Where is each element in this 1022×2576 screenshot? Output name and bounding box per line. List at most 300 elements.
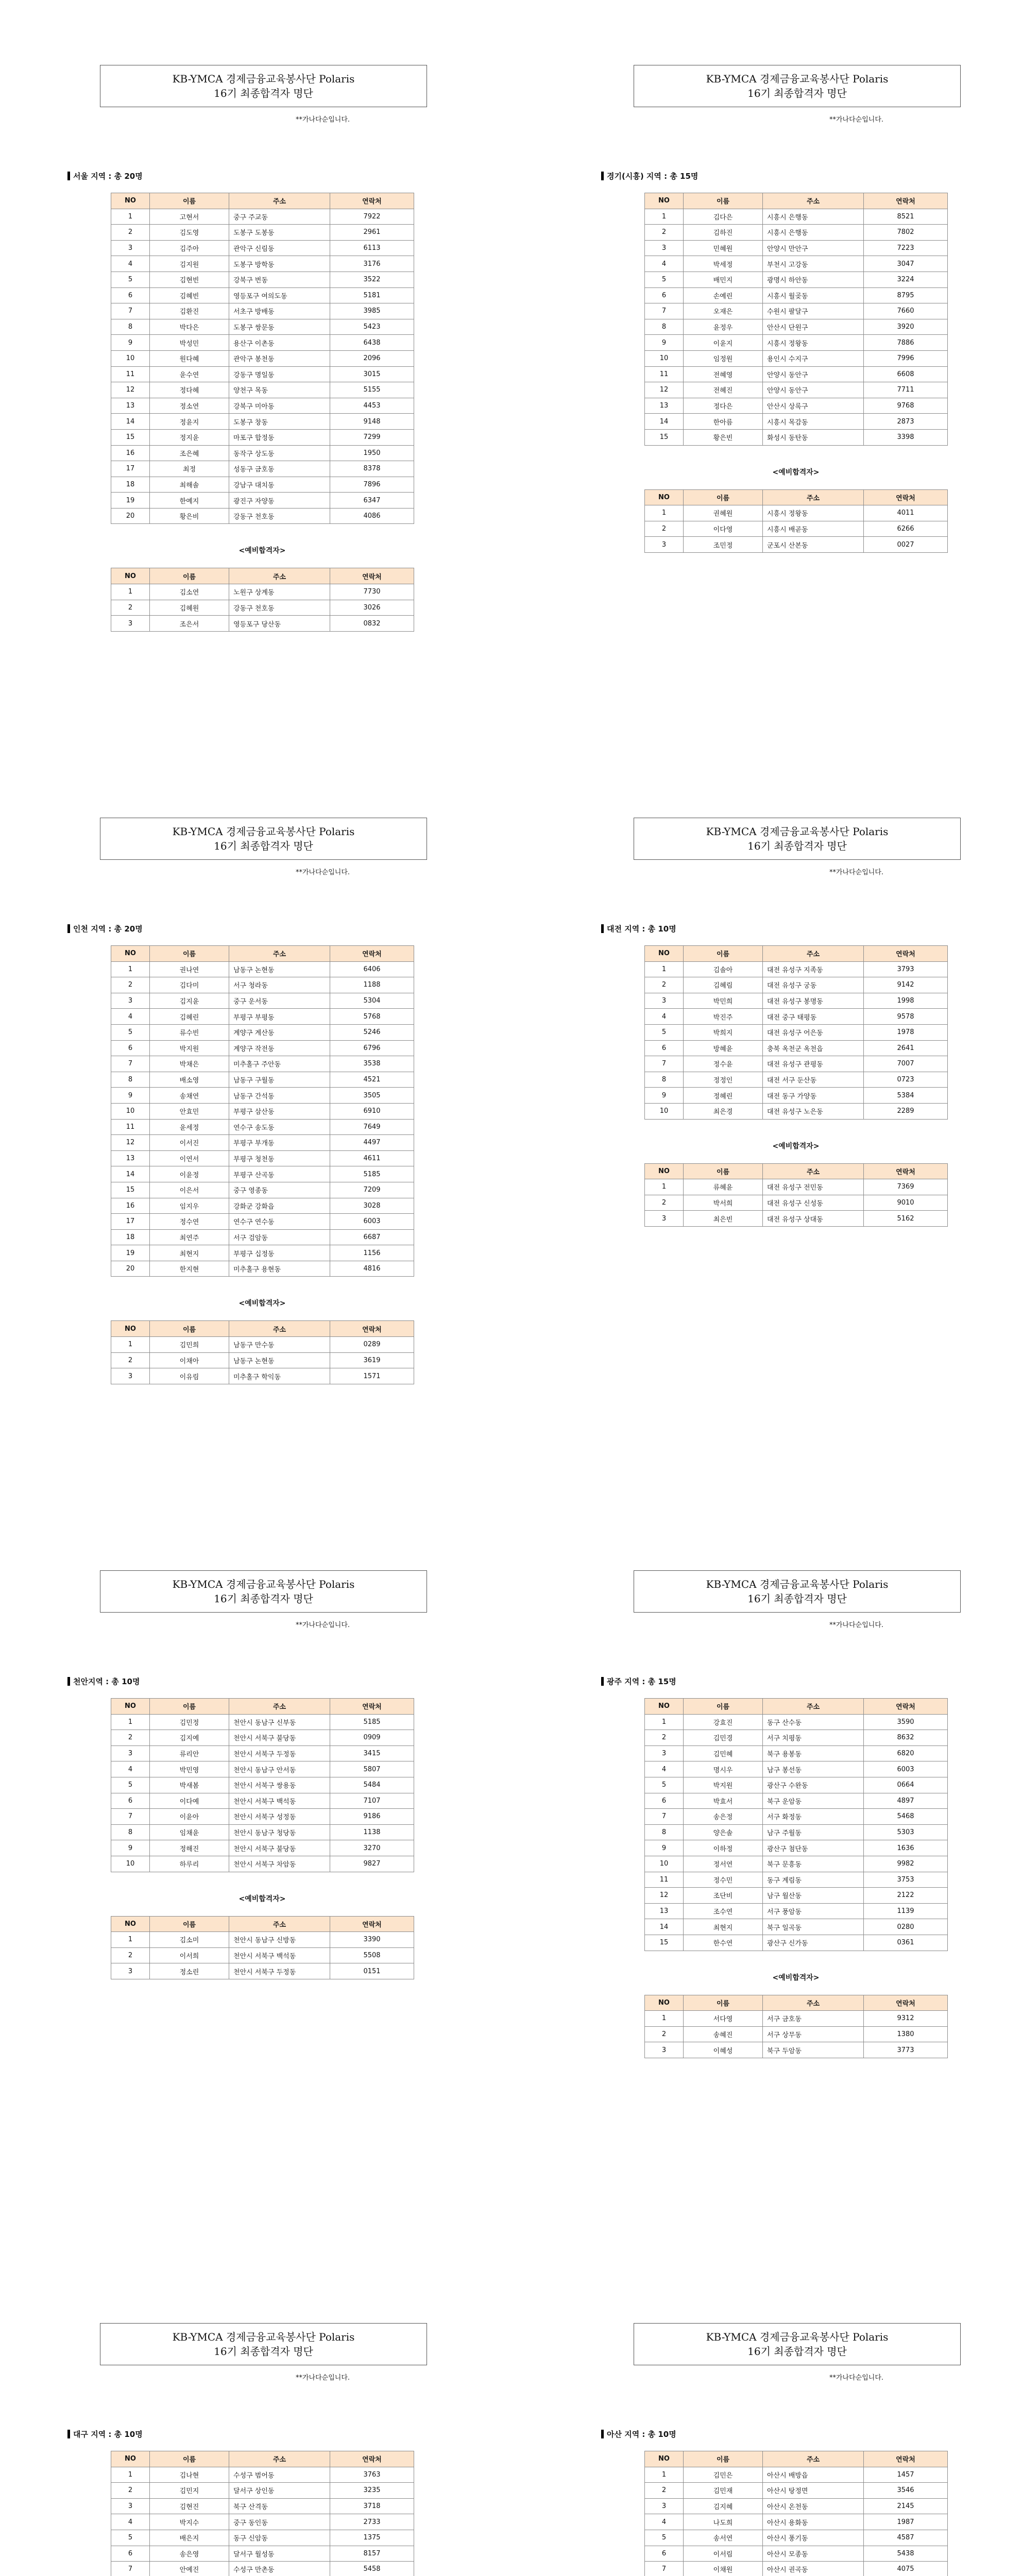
address-cell: 광산구 신가동 xyxy=(763,1935,864,1951)
final-list-table xyxy=(644,1698,948,1951)
address-cell: 아산시 권곡동 xyxy=(763,2562,864,2576)
no-cell: 7 xyxy=(645,1809,684,1825)
phone-cell: 9186 xyxy=(330,1809,414,1825)
no-cell: 1 xyxy=(111,2467,150,2483)
column-header-no: NO xyxy=(645,1699,684,1715)
no-cell: 9 xyxy=(111,335,150,351)
address-cell: 연수구 연수동 xyxy=(229,1214,330,1230)
address-cell: 남구 월산동 xyxy=(763,1888,864,1904)
address-cell: 부평구 부개동 xyxy=(229,1135,330,1151)
no-cell: 3 xyxy=(645,537,684,553)
name-cell: 박성민 xyxy=(150,335,229,351)
name-cell: 나도희 xyxy=(684,2514,763,2530)
address-cell: 남동구 논현동 xyxy=(229,961,330,977)
phone-cell: 3270 xyxy=(330,1840,414,1856)
name-cell: 윤수연 xyxy=(150,366,229,382)
phone-cell: 5304 xyxy=(330,993,414,1009)
column-header-phone: 연락처 xyxy=(864,2451,948,2467)
no-cell: 12 xyxy=(645,1888,684,1904)
column-header-phone: 연락처 xyxy=(330,946,414,962)
header-row xyxy=(111,946,414,962)
table-row xyxy=(111,1245,414,1261)
table-row xyxy=(111,303,414,319)
sort-note: **가나다순입니다. xyxy=(296,116,350,124)
name-cell: 최해솔 xyxy=(150,477,229,493)
column-header-phone: 연락처 xyxy=(330,568,414,584)
table-header xyxy=(645,193,948,209)
address-cell: 아산시 모종동 xyxy=(763,2546,864,2562)
column-header-name: 이름 xyxy=(684,489,763,505)
final-list-table xyxy=(111,193,414,524)
no-cell: 15 xyxy=(645,1935,684,1951)
table-body xyxy=(645,961,948,1119)
no-cell: 5 xyxy=(645,272,684,287)
phone-cell: 1571 xyxy=(330,1368,414,1384)
address-cell: 강동구 명일동 xyxy=(229,366,330,382)
no-cell: 10 xyxy=(645,350,684,366)
address-cell: 광산구 수완동 xyxy=(763,1777,864,1793)
column-header-address: 주소 xyxy=(229,193,330,209)
address-cell: 광진구 자양동 xyxy=(229,493,330,509)
name-cell: 박서희 xyxy=(684,1195,763,1211)
table-row xyxy=(645,2562,948,2576)
name-cell: 박희지 xyxy=(684,1024,763,1040)
region-marker xyxy=(601,1677,604,1686)
no-cell: 15 xyxy=(111,1182,150,1198)
no-cell: 8 xyxy=(111,1072,150,1088)
no-cell: 2 xyxy=(645,977,684,993)
name-cell: 양은솔 xyxy=(684,1824,763,1840)
address-cell: 강화군 강화읍 xyxy=(229,1198,330,1214)
title-line-2: 16기 최종합격자 명단 xyxy=(747,87,847,99)
phone-cell: 8157 xyxy=(330,2546,414,2562)
address-cell: 대전 동구 가양동 xyxy=(763,1088,864,1104)
table-header xyxy=(111,1321,414,1337)
address-cell: 용인시 수지구 xyxy=(763,350,864,366)
phone-cell: 3718 xyxy=(330,2498,414,2514)
name-cell: 박다은 xyxy=(150,319,229,335)
final-list-table xyxy=(644,193,948,446)
name-cell: 박지원 xyxy=(150,1040,229,1056)
phone-cell: 7922 xyxy=(330,209,414,225)
column-header-phone: 연락처 xyxy=(864,1699,948,1715)
column-header-no: NO xyxy=(645,946,684,962)
column-header-name: 이름 xyxy=(684,193,763,209)
name-cell: 정정인 xyxy=(684,1072,763,1088)
name-cell: 이연서 xyxy=(150,1150,229,1166)
reserve-list-table xyxy=(111,1916,414,1979)
name-cell: 김하진 xyxy=(684,225,763,241)
no-cell: 1 xyxy=(645,1714,684,1730)
table-header xyxy=(111,946,414,962)
no-cell: 13 xyxy=(645,398,684,414)
table-row xyxy=(645,303,948,319)
no-cell: 3 xyxy=(645,2042,684,2058)
table-row xyxy=(111,1119,414,1135)
phone-cell: 5303 xyxy=(864,1824,948,1840)
phone-cell: 1188 xyxy=(330,977,414,993)
no-cell: 3 xyxy=(111,1368,150,1384)
name-cell: 송채연 xyxy=(150,1088,229,1104)
address-cell: 안양시 동안구 xyxy=(763,382,864,398)
phone-cell: 7649 xyxy=(330,1119,414,1135)
name-cell: 김지원 xyxy=(150,256,229,272)
result-section xyxy=(111,945,414,1384)
region-label: 인천 지역 : 총 20명 xyxy=(73,924,143,934)
table-row xyxy=(111,256,414,272)
title-box xyxy=(100,65,427,107)
column-header-no: NO xyxy=(645,489,684,505)
table-row xyxy=(645,521,948,537)
title-line-2: 16기 최종합격자 명단 xyxy=(747,2345,847,2358)
table-row xyxy=(645,2026,948,2042)
address-cell: 관악구 봉천동 xyxy=(229,350,330,366)
no-cell: 7 xyxy=(645,2562,684,2576)
no-cell: 1 xyxy=(111,209,150,225)
phone-cell: 8795 xyxy=(864,287,948,303)
table-row xyxy=(645,1919,948,1935)
phone-cell: 5423 xyxy=(330,319,414,335)
name-cell: 이서림 xyxy=(684,2546,763,2562)
column-header-phone: 연락처 xyxy=(864,193,948,209)
no-cell: 13 xyxy=(111,398,150,414)
name-cell: 이서희 xyxy=(150,1947,229,1963)
no-cell: 9 xyxy=(111,1088,150,1104)
no-cell: 7 xyxy=(645,303,684,319)
name-cell: 정소린 xyxy=(150,1963,229,1979)
address-cell: 대전 유성구 궁동 xyxy=(763,977,864,993)
table-body xyxy=(111,209,414,524)
address-cell: 미추홀구 학익동 xyxy=(229,1368,330,1384)
no-cell: 2 xyxy=(645,521,684,537)
name-cell: 한지현 xyxy=(150,1261,229,1277)
table-row xyxy=(645,537,948,553)
name-cell: 김지혜 xyxy=(684,2498,763,2514)
table-body xyxy=(111,1932,414,1979)
no-cell: 10 xyxy=(111,1103,150,1119)
table-row xyxy=(111,287,414,303)
phone-cell: 6266 xyxy=(864,521,948,537)
table-row xyxy=(645,993,948,1009)
address-cell: 강북구 미아동 xyxy=(229,398,330,414)
phone-cell: 7730 xyxy=(330,584,414,600)
table-row xyxy=(645,2530,948,2546)
table-row xyxy=(111,1932,414,1948)
no-cell: 2 xyxy=(111,1352,150,1368)
phone-cell: 2961 xyxy=(330,225,414,241)
phone-cell: 1987 xyxy=(864,2514,948,2530)
title-box xyxy=(100,1570,427,1613)
no-cell: 1 xyxy=(645,2011,684,2027)
no-cell: 7 xyxy=(111,1056,150,1072)
name-cell: 김현빈 xyxy=(150,272,229,287)
name-cell: 권나연 xyxy=(150,961,229,977)
address-cell: 북구 산격동 xyxy=(229,2498,330,2514)
table-row xyxy=(111,2467,414,2483)
sort-note: **가나다순입니다. xyxy=(829,869,884,876)
header-row xyxy=(111,1321,414,1337)
region-marker xyxy=(601,2430,604,2438)
region-marker xyxy=(67,172,70,180)
table-row xyxy=(645,272,948,287)
column-header-address: 주소 xyxy=(229,1321,330,1337)
name-cell: 이은서 xyxy=(150,1182,229,1198)
name-cell: 김민희 xyxy=(150,1337,229,1353)
table-row xyxy=(111,977,414,993)
document-page xyxy=(0,2258,534,2576)
table-header xyxy=(645,946,948,962)
no-cell: 3 xyxy=(111,240,150,256)
name-cell: 한아름 xyxy=(684,414,763,430)
no-cell: 1 xyxy=(645,2467,684,2483)
table-row xyxy=(111,1337,414,1353)
no-cell: 9 xyxy=(645,1088,684,1104)
final-list-table xyxy=(644,2451,948,2576)
phone-cell: 4521 xyxy=(330,1072,414,1088)
table-row xyxy=(111,2483,414,2499)
table-row xyxy=(111,335,414,351)
name-cell: 임채윤 xyxy=(150,1824,229,1840)
region-label: 서울 지역 : 총 20명 xyxy=(73,171,143,181)
no-cell: 5 xyxy=(111,1024,150,1040)
column-header-address: 주소 xyxy=(763,489,864,505)
name-cell: 김소미 xyxy=(150,1932,229,1948)
table-row xyxy=(645,1040,948,1056)
name-cell: 김민은 xyxy=(684,2467,763,2483)
table-row xyxy=(111,1856,414,1872)
table-row xyxy=(645,961,948,977)
column-header-name: 이름 xyxy=(150,2451,229,2467)
table-body xyxy=(111,961,414,1277)
title-line-2: 16기 최종합격자 명단 xyxy=(214,2345,313,2358)
column-header-name: 이름 xyxy=(684,946,763,962)
column-header-phone: 연락처 xyxy=(864,946,948,962)
no-cell: 8 xyxy=(645,1072,684,1088)
phone-cell: 6608 xyxy=(864,366,948,382)
column-header-address: 주소 xyxy=(229,1699,330,1715)
address-cell: 중구 영종동 xyxy=(229,1182,330,1198)
address-cell: 강북구 번동 xyxy=(229,272,330,287)
name-cell: 김혜린 xyxy=(150,1009,229,1025)
column-header-phone: 연락처 xyxy=(864,489,948,505)
phone-cell: 2122 xyxy=(864,1888,948,1904)
table-row xyxy=(645,2467,948,2483)
sort-note: **가나다순입니다. xyxy=(829,116,884,124)
region-heading xyxy=(67,170,143,181)
phone-cell: 5458 xyxy=(330,2562,414,2576)
address-cell: 시흥시 목감동 xyxy=(763,414,864,430)
region-heading xyxy=(67,1675,140,1687)
phone-cell: 3015 xyxy=(330,366,414,382)
phone-cell: 6438 xyxy=(330,335,414,351)
name-cell: 김민정 xyxy=(150,1714,229,1730)
no-cell: 6 xyxy=(645,2546,684,2562)
table-row xyxy=(111,366,414,382)
table-row xyxy=(645,1793,948,1809)
sort-note: **가나다순입니다. xyxy=(296,1621,350,1629)
address-cell: 부평구 산곡동 xyxy=(229,1166,330,1182)
phone-cell: 0909 xyxy=(330,1730,414,1746)
name-cell: 박민희 xyxy=(684,993,763,1009)
name-cell: 윤정우 xyxy=(684,319,763,335)
table-row xyxy=(645,225,948,241)
name-cell: 정혜린 xyxy=(684,1088,763,1104)
no-cell: 3 xyxy=(645,1211,684,1227)
name-cell: 정수윤 xyxy=(684,1056,763,1072)
result-section xyxy=(111,193,414,632)
phone-cell: 4816 xyxy=(330,1261,414,1277)
table-header xyxy=(111,1699,414,1715)
phone-cell: 6113 xyxy=(330,240,414,256)
no-cell: 2 xyxy=(111,977,150,993)
name-cell: 박지원 xyxy=(684,1777,763,1793)
address-cell: 천안시 서북구 성정동 xyxy=(229,1809,330,1825)
reserve-list-table xyxy=(644,489,948,553)
address-cell: 천안시 서북구 백석동 xyxy=(229,1947,330,1963)
name-cell: 임지우 xyxy=(150,1198,229,1214)
column-header-no: NO xyxy=(111,193,150,209)
column-header-no: NO xyxy=(645,1995,684,2011)
table-row xyxy=(645,382,948,398)
document-page xyxy=(534,2258,1022,2576)
phone-cell: 3773 xyxy=(864,2042,948,2058)
name-cell: 손예린 xyxy=(684,287,763,303)
result-section xyxy=(644,2451,947,2576)
address-cell: 수성구 범어동 xyxy=(229,2467,330,2483)
name-cell: 안예진 xyxy=(150,2562,229,2576)
no-cell: 2 xyxy=(645,1195,684,1211)
name-cell: 최정 xyxy=(150,461,229,477)
document-page xyxy=(0,1505,534,2258)
address-cell: 천안시 동남구 신부동 xyxy=(229,1714,330,1730)
phone-cell: 5246 xyxy=(330,1024,414,1040)
phone-cell: 3028 xyxy=(330,1198,414,1214)
title-line-1: KB-YMCA 경제금융교육봉사단 Polaris xyxy=(172,73,355,85)
address-cell: 남구 주월동 xyxy=(763,1824,864,1840)
phone-cell: 7711 xyxy=(864,382,948,398)
no-cell: 3 xyxy=(111,616,150,632)
name-cell: 조은혜 xyxy=(150,445,229,461)
title-line-2: 16기 최종합격자 명단 xyxy=(747,840,847,852)
address-cell: 노원구 상계동 xyxy=(229,584,330,600)
name-cell: 이다예 xyxy=(150,1793,229,1809)
name-cell: 조민정 xyxy=(684,537,763,553)
address-cell: 천안시 서북구 두정동 xyxy=(229,1745,330,1761)
region-marker xyxy=(601,924,604,933)
phone-cell: 9768 xyxy=(864,398,948,414)
table-row xyxy=(645,287,948,303)
column-header-address: 주소 xyxy=(763,193,864,209)
phone-cell: 5807 xyxy=(330,1761,414,1777)
title-box xyxy=(100,2323,427,2365)
no-cell: 5 xyxy=(111,1777,150,1793)
name-cell: 박채은 xyxy=(150,1056,229,1072)
phone-cell: 5468 xyxy=(864,1809,948,1825)
phone-cell: 1457 xyxy=(864,2467,948,2483)
name-cell: 송서연 xyxy=(684,2530,763,2546)
address-cell: 대전 유성구 관평동 xyxy=(763,1056,864,1072)
table-row xyxy=(645,1103,948,1119)
phone-cell: 3047 xyxy=(864,256,948,272)
name-cell: 정지윤 xyxy=(150,429,229,445)
no-cell: 3 xyxy=(111,2498,150,2514)
region-heading xyxy=(601,923,676,934)
phone-cell: 6347 xyxy=(330,493,414,509)
column-header-name: 이름 xyxy=(150,193,229,209)
sort-note: **가나다순입니다. xyxy=(296,869,350,876)
table-row xyxy=(645,1179,948,1195)
title-line-1: KB-YMCA 경제금융교육봉사단 Polaris xyxy=(172,1578,355,1590)
no-cell: 2 xyxy=(111,600,150,616)
phone-cell: 5438 xyxy=(864,2546,948,2562)
no-cell: 14 xyxy=(111,1166,150,1182)
table-row xyxy=(111,477,414,493)
region-label: 대구 지역 : 총 10명 xyxy=(73,2429,143,2439)
header-row xyxy=(645,1699,948,1715)
address-cell: 화성시 동탄동 xyxy=(763,429,864,445)
no-cell: 11 xyxy=(645,1872,684,1888)
phone-cell: 3224 xyxy=(864,272,948,287)
no-cell: 4 xyxy=(645,1009,684,1025)
name-cell: 황은비 xyxy=(150,508,229,524)
column-header-phone: 연락처 xyxy=(864,1163,948,1179)
table-row xyxy=(111,350,414,366)
no-cell: 18 xyxy=(111,477,150,493)
table-row xyxy=(111,1198,414,1214)
column-header-name: 이름 xyxy=(684,2451,763,2467)
table-row xyxy=(111,2562,414,2576)
name-cell: 명시우 xyxy=(684,1761,763,1777)
table-header xyxy=(645,1699,948,1715)
address-cell: 아산시 배방읍 xyxy=(763,2467,864,2483)
phone-cell: 2873 xyxy=(864,414,948,430)
phone-cell: 3590 xyxy=(864,1714,948,1730)
address-cell: 북구 일곡동 xyxy=(763,1919,864,1935)
no-cell: 1 xyxy=(111,1714,150,1730)
title-line-1: KB-YMCA 경제금융교육봉사단 Polaris xyxy=(706,1578,889,1590)
phone-cell: 1636 xyxy=(864,1840,948,1856)
table-header xyxy=(645,2451,948,2467)
title-line-1: KB-YMCA 경제금융교육봉사단 Polaris xyxy=(706,73,889,85)
phone-cell: 3793 xyxy=(864,961,948,977)
column-header-address: 주소 xyxy=(763,946,864,962)
no-cell: 18 xyxy=(111,1229,150,1245)
no-cell: 5 xyxy=(645,1777,684,1793)
address-cell: 계양구 작전동 xyxy=(229,1040,330,1056)
table-row xyxy=(645,1088,948,1104)
name-cell: 송혜진 xyxy=(684,2026,763,2042)
phone-cell: 0027 xyxy=(864,537,948,553)
table-row xyxy=(645,1856,948,1872)
header-row xyxy=(111,1699,414,1715)
phone-cell: 3920 xyxy=(864,319,948,335)
phone-cell: 8521 xyxy=(864,209,948,225)
name-cell: 김도영 xyxy=(150,225,229,241)
address-cell: 천안시 서북구 백석동 xyxy=(229,1793,330,1809)
no-cell: 14 xyxy=(645,414,684,430)
phone-cell: 8632 xyxy=(864,1730,948,1746)
phone-cell: 9010 xyxy=(864,1195,948,1211)
name-cell: 정윤지 xyxy=(150,414,229,430)
column-header-phone: 연락처 xyxy=(330,193,414,209)
sort-note: **가나다순입니다. xyxy=(829,2374,884,2382)
no-cell: 6 xyxy=(645,1040,684,1056)
phone-cell: 5155 xyxy=(330,382,414,398)
table-row xyxy=(645,1888,948,1904)
no-cell: 17 xyxy=(111,1214,150,1230)
name-cell: 원다혜 xyxy=(150,350,229,366)
phone-cell: 6406 xyxy=(330,961,414,977)
